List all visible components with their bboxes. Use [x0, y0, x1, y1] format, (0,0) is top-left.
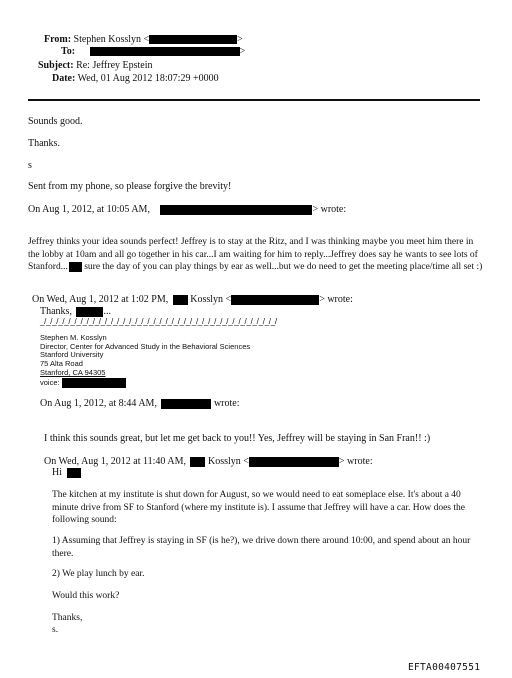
sig-name: Stephen M. Kosslyn [40, 333, 107, 342]
quote3-suffix: wrote: [213, 398, 240, 409]
quote4-thanks: Thanks, [52, 613, 83, 623]
to-row [61, 46, 245, 57]
from-value: Stephen Kosslyn < [73, 34, 150, 45]
redaction [249, 457, 339, 467]
quote4-attribution [44, 456, 373, 467]
signoff-s: s [28, 160, 32, 171]
quote1-text-b: sure the day of you can play things by ear as well...but we do need to get the meeting place/time all set :) [81, 262, 483, 272]
quote2-dots: ... [103, 306, 111, 317]
sent-from-phone-text: Sent from my phone, so please forgive the brevity! [28, 181, 232, 192]
signature-block [40, 334, 250, 388]
redaction [67, 468, 81, 478]
sig-university: Stanford University [40, 350, 104, 360]
quote2-thanks-row [40, 306, 111, 317]
quote4-question: Would this work? [52, 591, 120, 601]
redaction [160, 205, 312, 215]
from-row [44, 34, 243, 45]
quote1-attribution [28, 204, 346, 215]
redaction [231, 295, 319, 305]
redaction [161, 399, 211, 409]
quote1-text-a: Jeffrey thinks your idea sounds perfect! Jeffrey is to stay at the Ritz, and I was thinking maybe you meet him there in the lobby at 10am and all go together in his car...I am waiting for him to reply...Jeffrey does say he wants to see lots of Stanford... [28, 237, 478, 272]
sig-road: 75 Alta Road [40, 359, 83, 369]
to-gt: > [239, 46, 246, 57]
email-header [0, 0, 512, 100]
quote4-prefix: On Wed, Aug 1, 2012 at 11:40 AM, [44, 456, 186, 467]
to-label: To: [61, 46, 76, 57]
redaction [62, 378, 126, 388]
quote4-greeting-row [52, 467, 81, 478]
quote4-hi: Hi [52, 467, 62, 478]
quote4-item1: 1) Assuming that Jeffrey is staying in SF (is he?), we drive down there around 10:00, and spend about an hour there. [52, 536, 471, 559]
date-label: Date: [52, 73, 76, 84]
quote2-attribution [32, 294, 353, 305]
signature-underscores: _/_/_/_/_/_/_/_/_/_/_/_/_/_/_/_/_/_/_/_/_/_/_/_/_/_/_/_/_/_/_/_/_/_/_/_/_/_/_/ [40, 317, 277, 326]
document-id: EFTA00407551 [408, 662, 481, 673]
header-divider [28, 99, 480, 101]
quote2-prefix: On Wed, Aug 1, 2012 at 1:02 PM, [32, 294, 169, 305]
date-row [52, 73, 219, 84]
quote1-suffix: > wrote: [312, 204, 347, 215]
redaction [173, 295, 188, 305]
thanks-text: Thanks. [28, 138, 60, 149]
sounds-good-text: Sounds good. [28, 116, 83, 127]
quote1-prefix: On Aug 1, 2012, at 10:05 AM, [28, 204, 150, 215]
quote4-signoff: s. [52, 625, 59, 635]
quote4-paragraph1: The kitchen at my institute is shut down for August, so we would need to eat someplace else. It's about a 40 minute drive from SF to Stanford (where my institute is). I assume that Jeffrey will have a car. How does the following sound: [52, 490, 465, 525]
redaction [76, 307, 103, 317]
sig-voice: voice: [40, 377, 60, 387]
redaction [90, 47, 240, 56]
sig-voice-row [40, 378, 250, 388]
quote2-mid: Kosslyn < [190, 294, 232, 305]
quote4-mid: Kosslyn < [207, 456, 249, 467]
redaction [149, 35, 237, 44]
quote2-thanks: Thanks, [40, 306, 72, 317]
sig-title: Director, Center for Advanced Study in the Behavioral Sciences [40, 341, 251, 351]
redaction [69, 262, 82, 272]
quote3-prefix: On Aug 1, 2012, at 8:44 AM, [40, 398, 157, 409]
quote1-text [28, 236, 484, 274]
subject-value: Re: Jeffrey Epstein [76, 60, 153, 71]
quote3-attribution [40, 398, 240, 409]
from-label: From: [44, 34, 72, 45]
subject-label: Subject: [38, 60, 74, 71]
subject-row [38, 60, 153, 71]
date-value: Wed, 01 Aug 2012 18:07:29 +0000 [77, 73, 219, 84]
redaction [190, 457, 205, 467]
from-gt: > [237, 34, 243, 45]
quote3-text: I think this sounds great, but let me get back to you!! Yes, Jeffrey will be staying in San Fran!! :) [44, 433, 431, 444]
sig-city: Stanford, CA 94305 [40, 367, 106, 377]
quote4-suffix: > wrote: [338, 456, 373, 467]
quote4-item2: 2) We play lunch by ear. [52, 569, 145, 579]
quote2-suffix: > wrote: [319, 294, 353, 305]
